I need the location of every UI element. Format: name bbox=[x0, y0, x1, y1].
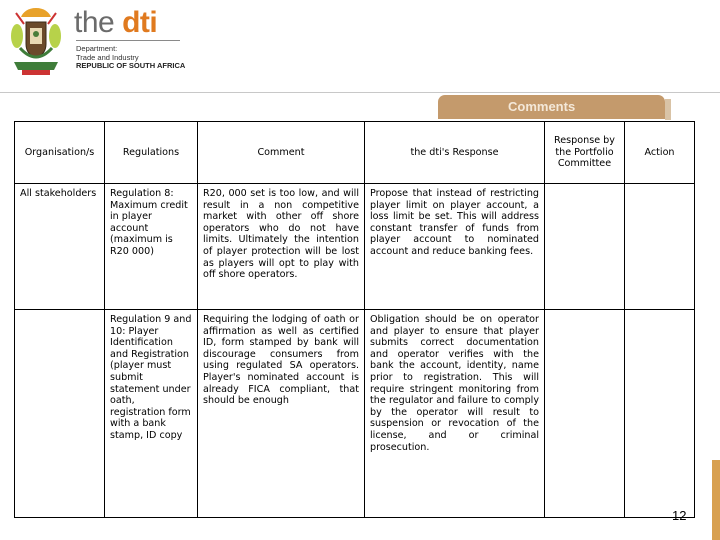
department-name: Trade and Industry bbox=[76, 52, 139, 62]
header-organisation: Organisation/s bbox=[15, 122, 105, 184]
brand-wordmark bbox=[74, 6, 157, 40]
brand-dti: dti bbox=[122, 6, 158, 39]
comments-table bbox=[14, 121, 695, 518]
cell-response: Propose that instead of restricting player limit on player account, a loss limit be set. This will address constant transfer of funds from player account to nominated account and reduce banking fees. bbox=[365, 184, 545, 310]
cell-response: Obligation should be on operator and player to ensure that player submits correct documentation and operator verifies with the bank the account, identity, name prior to registration. This will require stringent monitoring from the regulator and failure to comply by the operator will result to suspension or revocation of the license, and or criminal prosecution. bbox=[365, 310, 545, 518]
cell-committee bbox=[545, 310, 625, 518]
brand-the: the bbox=[74, 6, 115, 39]
table-row bbox=[15, 310, 695, 518]
corner-accent bbox=[712, 460, 720, 540]
header-action: Action bbox=[625, 122, 695, 184]
cell-organisation: All stakeholders bbox=[15, 184, 105, 310]
cell-comment: R20, 000 set is too low, and will result in a non competitive market with other off shore operators who do not have limits. Ultimately the intention of player protection will be lost as players will opt to play with off shore operators. bbox=[198, 184, 365, 310]
cell-action bbox=[625, 310, 695, 518]
table-row bbox=[15, 184, 695, 310]
department-block bbox=[76, 45, 185, 71]
header-response: the dti's Response bbox=[365, 122, 545, 184]
tab-shadow bbox=[665, 99, 671, 120]
cell-committee bbox=[545, 184, 625, 310]
coat-of-arms-logo bbox=[6, 4, 66, 78]
cell-comment: Requiring the lodging of oath or affirmation as well as certified ID, form stamped by bank will discourage consumers from using regulated SA operators. Player's nominated account is already FICA compliant, that should be enough bbox=[198, 310, 365, 518]
header-divider bbox=[0, 92, 720, 93]
page-number: 12 bbox=[672, 508, 687, 523]
header-committee: Response by the Portfolio Committee bbox=[545, 122, 625, 184]
comments-tab-label: Comments bbox=[508, 99, 576, 114]
header-comment: Comment bbox=[198, 122, 365, 184]
header-regulations: Regulations bbox=[105, 122, 198, 184]
cell-regulation: Regulation 9 and 10: Player Identification and Registration (player must submit statement under oath, registration form with a bank stamp, ID copy bbox=[105, 310, 198, 518]
comments-tab bbox=[438, 95, 665, 119]
cell-organisation bbox=[15, 310, 105, 518]
brand-divider bbox=[76, 40, 180, 41]
cell-regulation: Regulation 8: Maximum credit in player account (maximum is R20 000) bbox=[105, 184, 198, 310]
table-header-row bbox=[15, 122, 695, 184]
country-name: REPUBLIC OF SOUTH AFRICA bbox=[76, 61, 186, 71]
header bbox=[0, 0, 720, 95]
department-label: Department: bbox=[76, 44, 118, 53]
cell-action bbox=[625, 184, 695, 310]
